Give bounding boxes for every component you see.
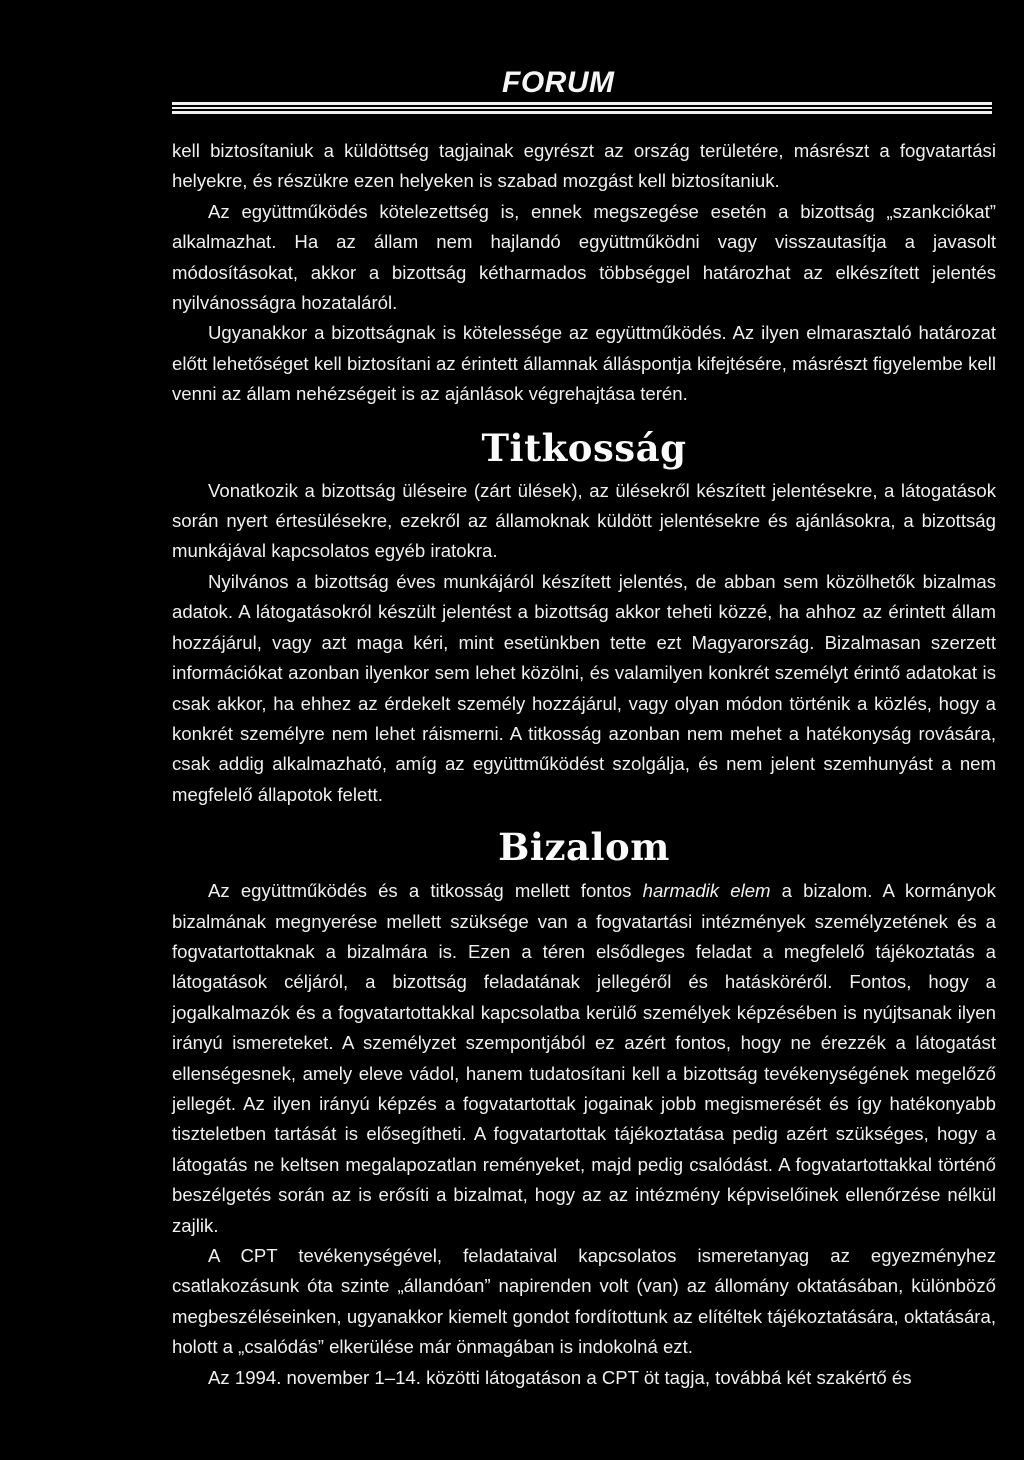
paragraph: Ugyanakkor a bizottságnak is kötelessége az együttműködés. Az ilyen elmarasztaló határozat előtt lehetőséget kell biztosítani az érintett államnak álláspontja kifejtésére, másrészt figyelembe kell venni az állam nehézségeit is az ajánlások végrehajtása terén. bbox=[172, 322, 996, 405]
paragraph: A CPT tevékenységével, feladataival kapcsolatos ismeretanyag az egyezményhez csatlakozásunk óta szinte „állandóan” napirenden volt (van) az állomány oktatásában, különböző megbeszéléseinken, ugyanakkor kiemelt gondot fordítottunk az elítéltek tájékoztatására, oktatására, holott a „csalódás” elkerülése már önmagában is indokolná ezt. bbox=[172, 1245, 996, 1358]
header-rule bbox=[172, 102, 992, 105]
section-heading-titkossag: Titkosság bbox=[481, 425, 687, 470]
running-head-title: FORUM bbox=[502, 66, 615, 99]
paragraph: Az 1994. november 1–14. közötti látogatáson a CPT öt tagja, továbbá két szakértő és bbox=[208, 1366, 912, 1388]
text-run: a bizalom. A kormányok bizalmának megnyerése mellett szüksége van a fogvatartási intézmények személyzetének és a fogvatartottaknak a bizalmára is. Ezen a téren elsődleges feladat a megfelelő tájékoztatás a látogatások céljáról, a bizottság feladatának jellegéről és hatásköréről. Fontos, hogy a jogalkalmazók és a fogvatartottakkal kapcsolatba kerülő személyek képzésében is nyújtsanak ilyen irányú ismereteket. A személyzet szempontjából ez azért fontos, hogy ne érezzék a látogatást ellenségesnek, amely eleve vádol, hanem tudatosítani kell a bizottság tevékenységének megelőző jellegét. Az ilyen irányú képzés a fogvatartottak jogainak jobb megismerését és így hatékonyabb tiszteletben tartását is elősegítheti. A fogvatartottak tájékoztatása pedig azért szükséges, hogy a látogatás ne keltsen megalapozatlan reményeket, majd pedig csalódást. A fogvatartottakkal történő beszélgetés során az is erősíti a bizalmat, hogy az az intézmény képviselőinek ellenőrzése nélkül zajlik. bbox=[172, 880, 996, 1236]
paragraph bbox=[172, 876, 996, 1241]
header-rule bbox=[172, 111, 992, 114]
paragraph: kell biztosítaniuk a küldöttség tagjainak egyrészt az ország területére, másrészt a fogvatartási helyekre, és részükre ezen helyeken is szabad mozgást kell biztosítaniuk. bbox=[172, 140, 996, 192]
paragraph: Vonatkozik a bizottság üléseire (zárt ülések), az ülésekről készített jelentésekre, a látogatások során nyert értesülésekre, ezekről az államoknak küldött jelentésekre és ajánlásokra, a bizottság munkájával kapcsolatos egyéb iratokra. bbox=[172, 479, 996, 562]
emphasis: harmadik elem bbox=[642, 880, 771, 902]
article-body bbox=[172, 136, 996, 1393]
section-heading-bizalom: Bizalom bbox=[498, 825, 670, 870]
page-header bbox=[172, 62, 992, 122]
paragraph: Az együttműködés kötelezettség is, ennek megszegése esetén a bizottság „szankciókat” alkalmazhat. Ha az állam nem hajlandó együttműködni vagy visszautasítja a javasolt módosításokat, akkor a bizottság kétharmados többséggel határozhat az elkészített jelentés nyilvánosságra hozataláról. bbox=[172, 200, 996, 314]
paragraph: Nyilvános a bizottság éves munkájáról készített jelentés, de abban sem közölhetők bizalmas adatok. A látogatásokról készült jelentést a bizottság akkor teheti közzé, ha ahhoz az érintett állam hozzájárul, vagy azt maga kéri, mint esetünkben tette ezt Magyarország. Bizalmasan szerzett információkat azonban ilyenkor sem lehet közölni, és valamilyen konkrét személyt érintő adatokat is csak akkor, ha ehhez az érdekelt személy hozzájárul, vagy olyan módon történik a közlés, hogy a konkrét személyre nem lehet ráismerni. A titkosság azonban nem mehet a hatékonyság rovására, csak addig alkalmazható, amíg az együttműködést szolgálja, és nem jelent szemhunyást a nem megfelelő állapotok felett. bbox=[172, 570, 996, 805]
header-rule bbox=[172, 107, 992, 109]
text-run: Az együttműködés és a titkosság mellett fontos bbox=[208, 880, 643, 902]
